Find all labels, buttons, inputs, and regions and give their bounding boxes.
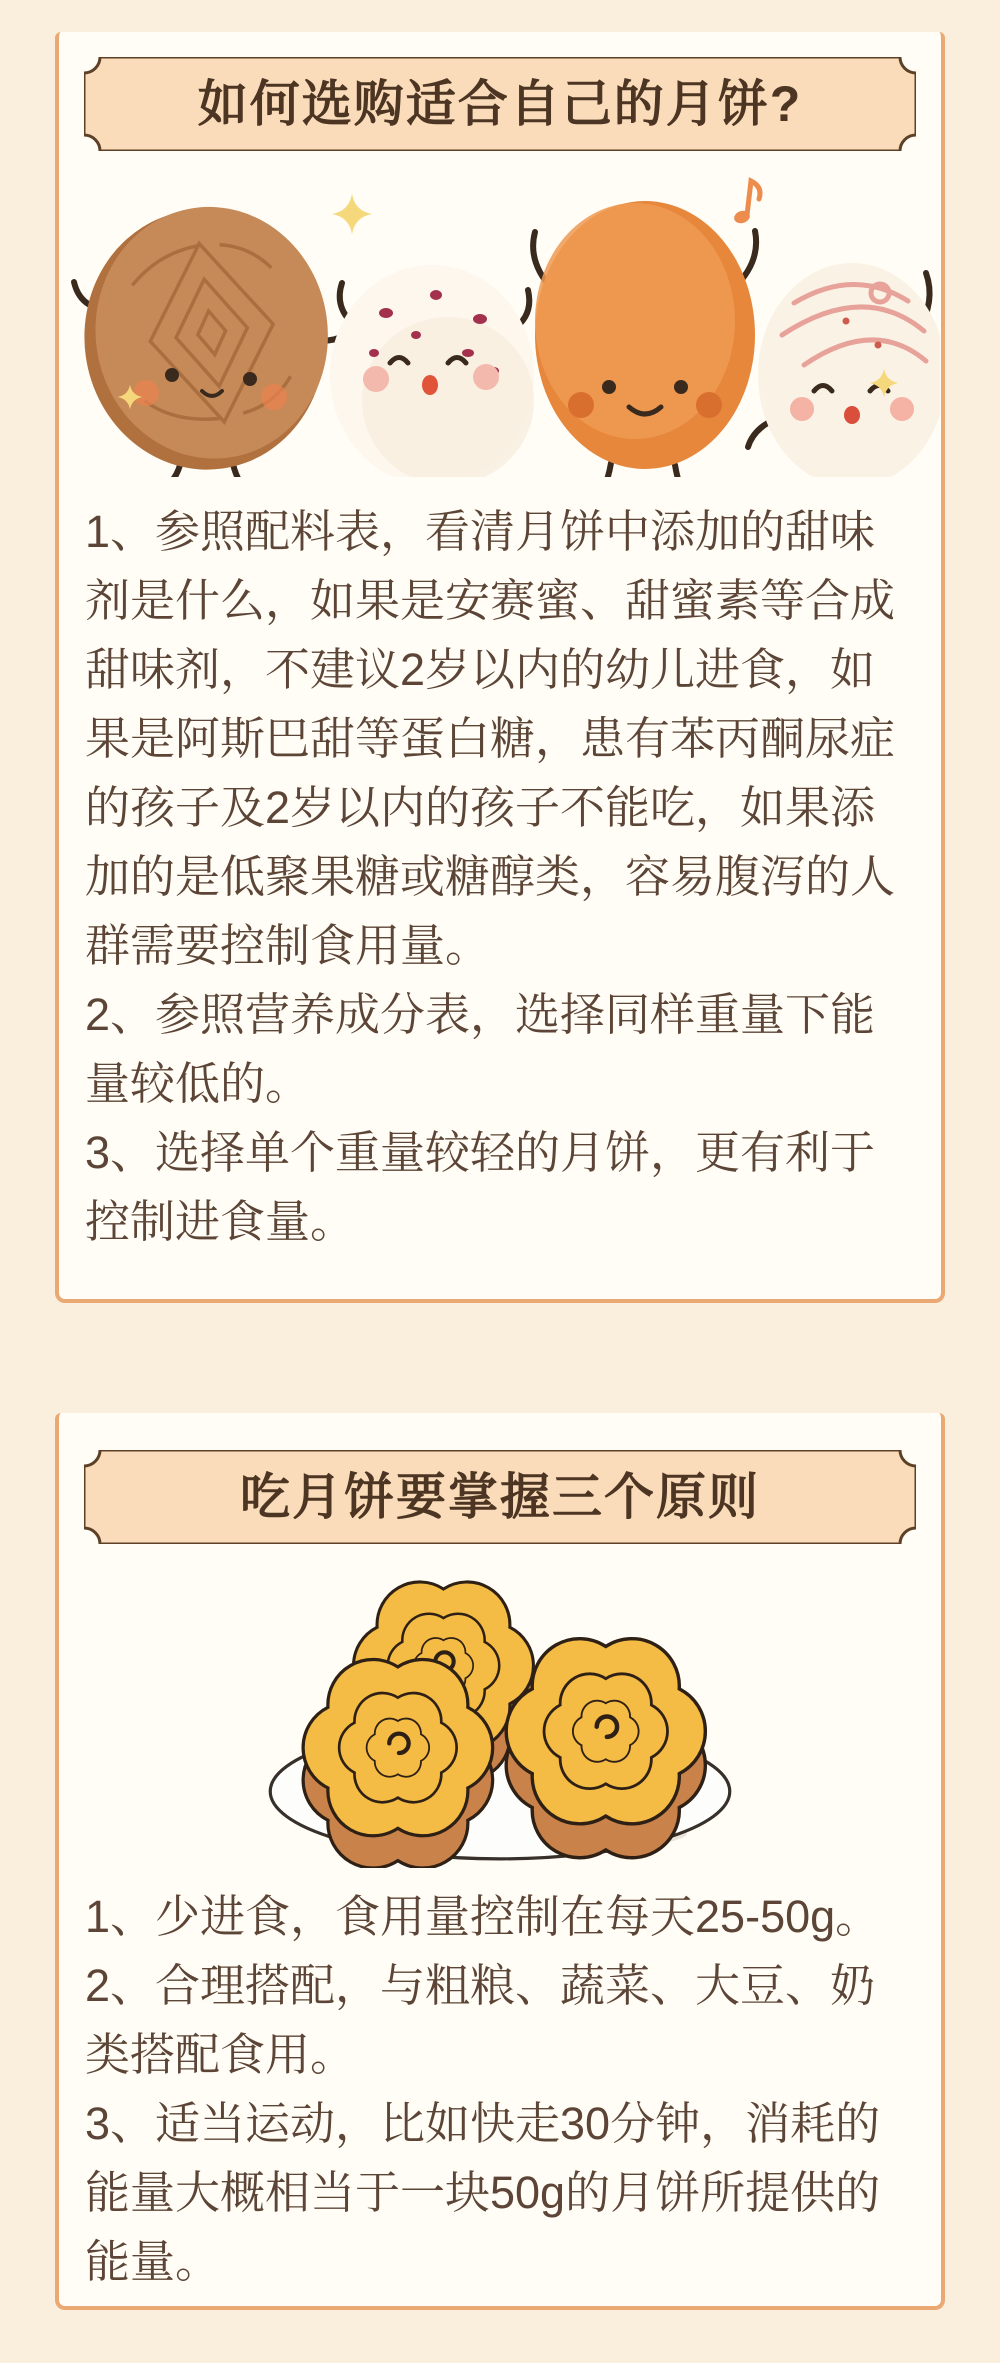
paragraph: 1、少进食，食用量控制在每天25-50g。 [85,1891,881,1942]
mooncakes-on-plate-illustration [220,1558,780,1868]
mooncake-character-snowskin [330,265,534,477]
paragraph: 1、参照配料表，看清月饼中添加的甜味剂是什么，如果是安赛蜜、甜蜜素等合成甜味剂，不建议2岁以内的幼儿进食，如果是阿斯巴甜等蛋白糖，患有苯丙酮尿症的孩子及2岁以内的孩子不能吃，如果添加的是低聚果糖或糖醇类，容易腹泻的人群需要控制食用量。 [85,506,896,971]
mooncake-characters-illustration [60,157,940,477]
card-eating-principles [55,1413,945,2310]
paragraph: 2、参照营养成分表，选择同样重量下能量较低的。 [85,989,876,1109]
body-text [85,497,915,1256]
title-plaque [84,1450,916,1544]
section-title: 如何选购适合自己的月饼? [197,76,803,132]
flower-mooncake [506,1639,705,1858]
paragraph: 3、选择单个重量较轻的月饼，更有利于控制进食量。 [85,1127,876,1247]
body-text [85,1882,915,2296]
card-how-to-choose [55,32,945,1303]
mooncake-character-pink-swirl [748,263,940,477]
paragraph: 3、适当运动，比如快走30分钟，消耗的能量大概相当于一块50g的月饼所提供的能量。 [85,2098,881,2287]
mooncake-character-orange [533,201,756,477]
sparkle-icon [332,194,372,234]
flower-mooncake [303,1660,493,1868]
paragraph: 2、合理搭配，与粗粮、蔬菜、大豆、奶类搭配食用。 [85,1960,876,2080]
title-plaque [84,57,916,151]
section-title: 吃月饼要掌握三个原则 [240,1469,760,1525]
mooncake-character-traditional [68,192,352,477]
music-note-icon [733,181,760,225]
